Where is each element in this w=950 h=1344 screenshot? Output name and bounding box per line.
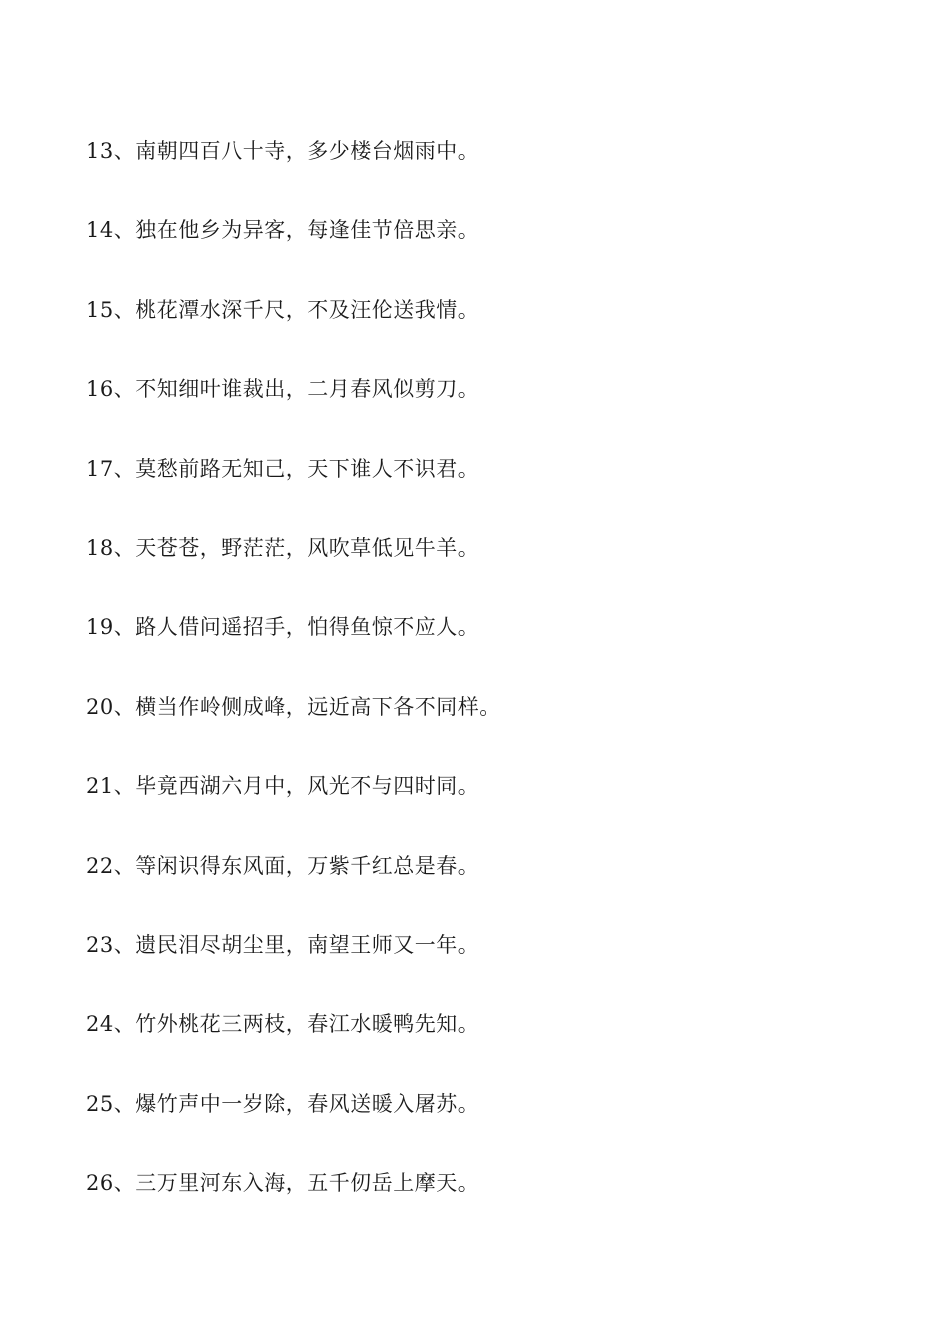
poem-line: 26、三万里河东入海，五千仞岳上摩天。 bbox=[86, 1171, 480, 1196]
poem-line: 14、独在他乡为异客，每逢佳节倍思亲。 bbox=[86, 218, 480, 243]
poem-line: 13、南朝四百八十寺，多少楼台烟雨中。 bbox=[86, 139, 480, 163]
poem-line: 17、莫愁前路无知己，天下谁人不识君。 bbox=[86, 456, 480, 481]
poem-line: 21、毕竟西湖六月中，风光不与四时同。 bbox=[86, 774, 480, 799]
poem-line-list bbox=[86, 136, 501, 1247]
poem-line: 18、天苍苍，野茫茫，风吹草低见牛羊。 bbox=[86, 535, 480, 560]
poem-line: 24、竹外桃花三两枝，春江水暖鸭先知。 bbox=[86, 1012, 480, 1037]
poem-line: 16、不知细叶谁裁出，二月春风似剪刀。 bbox=[86, 377, 480, 402]
poem-line: 22、等闲识得东风面，万紫千红总是春。 bbox=[86, 853, 480, 878]
poem-line: 25、爆竹声中一岁除，春风送暖入屠苏。 bbox=[86, 1091, 480, 1116]
poem-line: 15、桃花潭水深千尺，不及汪伦送我情。 bbox=[86, 297, 480, 322]
poem-line: 20、横当作岭侧成峰，远近高下各不同样。 bbox=[86, 694, 501, 719]
poem-line: 19、路人借问遥招手，怕得鱼惊不应人。 bbox=[86, 615, 480, 640]
poem-line: 23、遗民泪尽胡尘里，南望王师又一年。 bbox=[86, 932, 480, 957]
